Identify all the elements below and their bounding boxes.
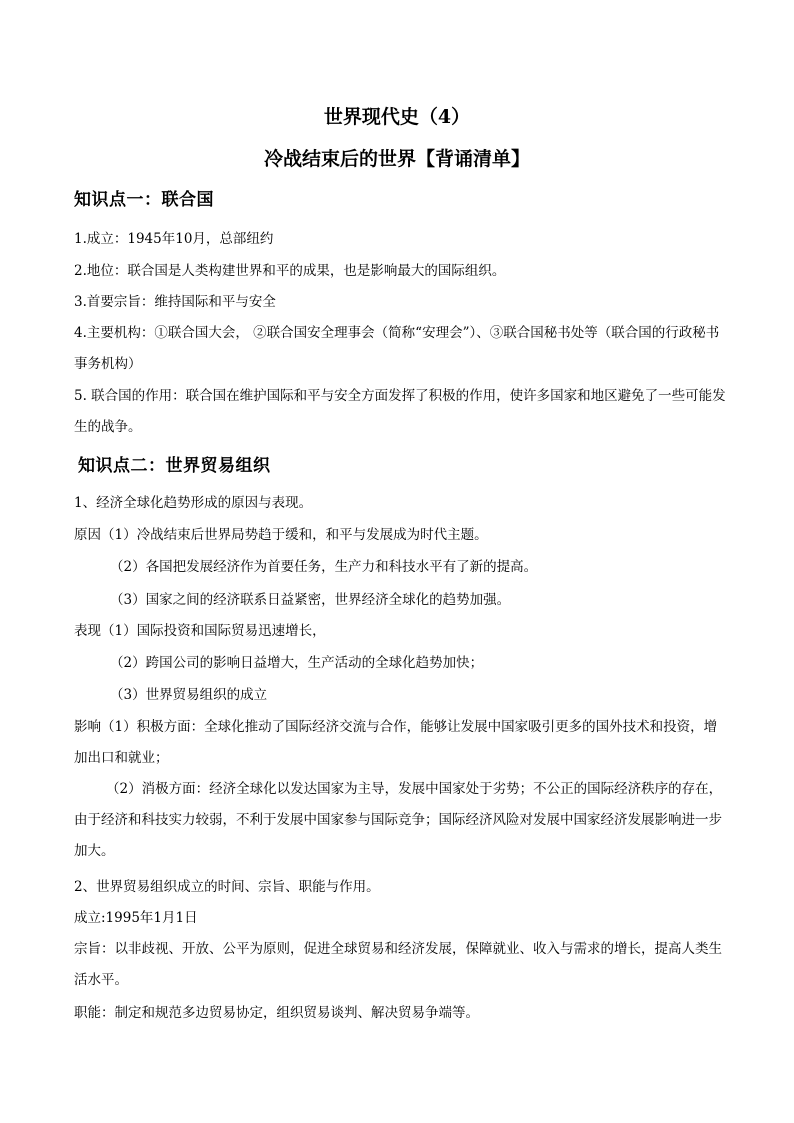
s2-reason-3: （3）国家之间的经济联系日益紧密，世界经济全球化的趋势加强。 bbox=[110, 592, 511, 608]
s2-founded: 成立:1995年1月1日 bbox=[74, 910, 198, 926]
s1-item-founded: 1.成立：1945年10月，总部纽约 bbox=[74, 231, 274, 247]
section2-heading: 知识点二：世界贸易组织 bbox=[78, 456, 271, 476]
s1-item-organs: 4.主要机构：①联合国大会， ②联合国安全理事会（简称“安理会”）、③联合国秘书处等（联合国的行政秘书事务机构） bbox=[74, 325, 720, 372]
s2-impact-2: （2）消极方面：经济全球化以发达国家为主导，发展中国家处于劣势；不公正的国际经济秩序的存在，由于经济和科技实力较弱，不利于发展中国家参与国际竞争；国际经济风险对发展中国家经济发展影响进一步加大。 bbox=[74, 781, 723, 859]
s2-reason-2: （2）各国把发展经济作为首要任务，生产力和科技水平有了新的提高。 bbox=[110, 559, 538, 575]
section1-heading: 知识点一：联合国 bbox=[74, 190, 214, 210]
s1-item-purpose: 3.首要宗旨：维持国际和平与安全 bbox=[74, 294, 276, 310]
s1-item-status: 2.地位：联合国是人类构建世界和平的成果，也是影响最大的国际组织。 bbox=[74, 263, 506, 279]
s2-show-2: （2）跨国公司的影响日益增大，生产活动的全球化趋势加快； bbox=[110, 655, 484, 671]
s2-show-3: （3）世界贸易组织的成立 bbox=[110, 687, 268, 703]
s2-functions: 职能：制定和规范多边贸易协定，组织贸易谈判、解决贸易争端等。 bbox=[74, 1005, 479, 1021]
s2-question-2: 2、世界贸易组织成立的时间、宗旨、职能与作用。 bbox=[74, 879, 380, 895]
s2-question-1: 1、经济全球化趋势形成的原因与表现。 bbox=[74, 495, 313, 511]
s1-item-role: 5. 联合国的作用：联合国在维护国际和平与安全方面发挥了积极的作用，使许多国家和地区避免了一些可能发生的战争。 bbox=[74, 388, 726, 435]
s2-purpose: 宗旨：以非歧视、开放、公平为原则，促进全球贸易和经济发展，保障就业、收入与需求的增长，提高人类生活水平。 bbox=[74, 941, 722, 988]
page-subtitle: 冷战结束后的世界【背诵清单】 bbox=[263, 148, 530, 170]
s2-reason-1: 原因（1）冷战结束后世界局势趋于缓和，和平与发展成为时代主题。 bbox=[74, 527, 488, 543]
page-title: 世界现代史（4） bbox=[323, 106, 471, 128]
s2-show-1: 表现（1）国际投资和国际贸易迅速增长， bbox=[74, 623, 326, 639]
s2-impact-1: 影响（1）积极方面：全球化推动了国际经济交流与合作，能够让发展中国家吸引更多的国外技术和投资，增加出口和就业； bbox=[74, 719, 718, 766]
